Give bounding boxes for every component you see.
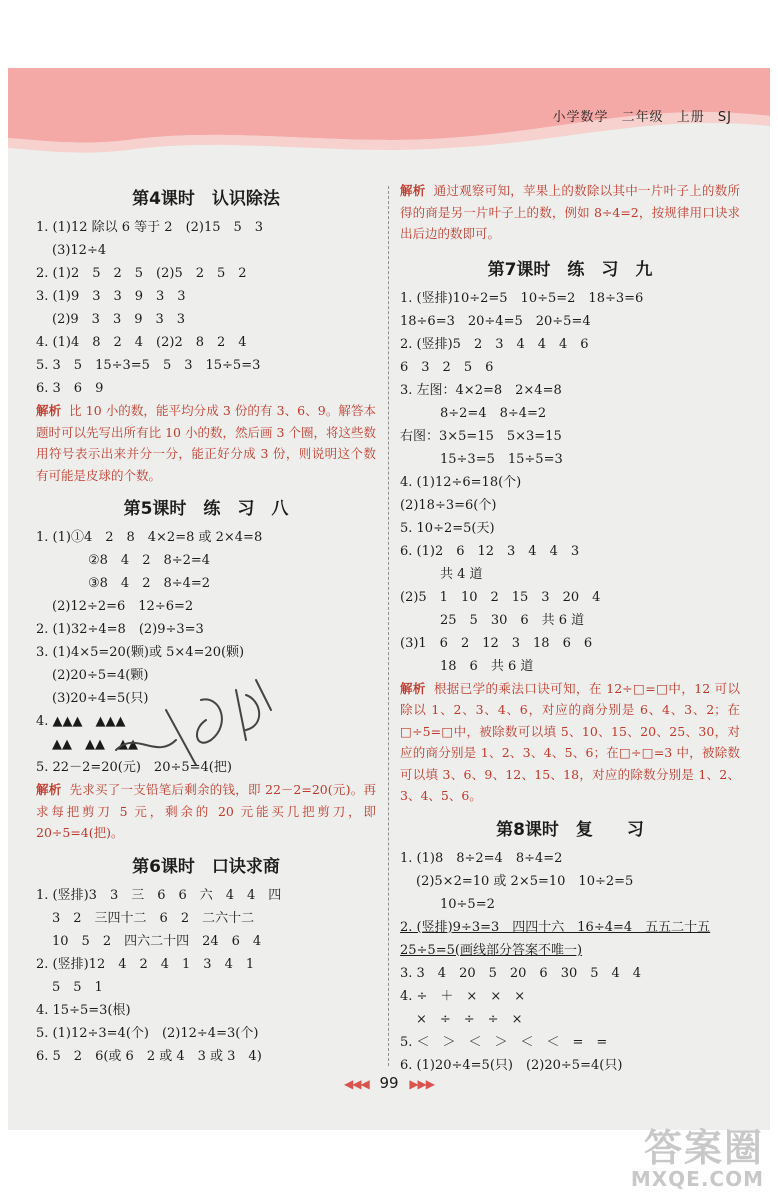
lesson6-title: 第6课时 口诀求商 xyxy=(132,856,280,877)
answer-line: × ÷ ÷ ÷ × xyxy=(416,1011,523,1027)
answer-line: ▲▲ ▲▲ ▲▲ xyxy=(52,737,138,752)
answer-line: 6 3 2 5 6 xyxy=(400,359,494,375)
lesson4-analysis xyxy=(36,400,376,486)
lesson7-analysis xyxy=(400,678,740,807)
lesson8-title: 第8课时 复 习 xyxy=(496,819,644,840)
analysis-label: 解析 xyxy=(36,782,62,797)
answer-line: 右图：3×5=15 5×3=15 xyxy=(400,428,562,444)
answer-line: 5 5 1 xyxy=(52,979,103,995)
answer-line: 6. (1)20÷4=5(只) (2)20÷5=4(只) xyxy=(400,1057,623,1073)
answer-line: 18÷6=3 20÷4=5 20÷5=4 xyxy=(400,313,591,329)
answer-line: 1. (1)8 8÷2=4 8÷4=2 xyxy=(400,850,563,866)
analysis-text: 比 10 小的数，能平均分成 3 份的有 3、6、9。解答本题时可以先写出所有比 10 小的数，然后画 3 个圈，将这些数用符号表示出来并分一分，能正好分成 3 份，则说明这个数有可能是皮球的个数。 xyxy=(36,403,376,483)
header-info xyxy=(544,106,732,125)
answer-line: 4. 15÷5=3(根) xyxy=(36,1002,131,1018)
answer-line: 25 5 30 6 共 6 道 xyxy=(440,612,585,628)
answer-line: 2. (竖排)5 2 3 4 4 4 6 xyxy=(400,336,589,352)
answer-line: (2)5 1 10 2 15 3 20 4 xyxy=(400,589,601,605)
answer-line: 3. 3 4 20 5 20 6 30 5 4 4 xyxy=(400,965,642,981)
answer-line: 3. (1)4×5=20(颗)或 5×4=20(颗) xyxy=(36,645,245,660)
right-arrows-icon: ▶▶▶ xyxy=(409,1077,435,1091)
lesson7-title: 第7课时 练 习 九 xyxy=(487,259,653,280)
column-divider xyxy=(388,186,389,1066)
answer-line: 1. (1)①4 2 8 4×2=8 或 2×4=8 xyxy=(36,530,263,545)
answer-line: 6. 5 2 6(或 6 2 或 4 3 或 3 4) xyxy=(36,1048,262,1064)
watermark-url: MXQE.COM xyxy=(630,1167,764,1191)
answer-line: 2. (1)2 5 2 5 (2)5 2 5 2 xyxy=(36,266,247,281)
answer-line: 8÷2=4 8÷4=2 xyxy=(440,405,547,421)
answer-line: ③8 4 2 8÷4=2 xyxy=(88,576,211,591)
header-grade: 二年级 xyxy=(621,110,664,125)
lesson6-analysis xyxy=(400,180,740,245)
answer-line: 6. (1)2 6 12 3 4 4 3 xyxy=(400,543,580,559)
watermark-logo: 答案圈 xyxy=(643,1126,764,1170)
answer-line: 3. (1)9 3 3 9 3 3 xyxy=(36,289,186,304)
answer-line: 4. ▲▲▲ ▲▲▲ xyxy=(36,714,126,729)
header-subject: 小学数学 xyxy=(552,110,609,125)
handwriting-scribble xyxy=(96,670,286,780)
answer-line: 1. (1)12 除以 6 等于 2 (2)15 5 3 xyxy=(36,220,264,235)
answer-line: 4. (1)12÷6=18(个) xyxy=(400,474,522,490)
answer-line: (2)20÷5=4(颗) xyxy=(52,668,149,683)
analysis-label: 解析 xyxy=(400,680,426,696)
answer-line: 2. (竖排)12 4 2 4 1 3 4 1 xyxy=(36,956,255,972)
answer-line: 3 2 三四十二 6 2 二六十二 xyxy=(52,910,255,926)
analysis-text: 根据已学的乘法口诀可知，在 12÷□=□中，12 可以除以 1、2、3、4、6，对应的商分别是 6、4、3、2；在□÷5=□中，被除数可以填 5、10、15、20、25、30，对应的商分别是 1、2、3、4、5、6；在□÷□=3 中，被除数可以填 3、6、9、12、15、18，对应的除数分别是 1、2、3、4、5、6。 xyxy=(400,680,740,803)
lesson5-analysis xyxy=(36,779,376,844)
page-number: 99 xyxy=(379,1074,399,1092)
answer-line: ②8 4 2 8÷2=4 xyxy=(88,553,211,568)
answer-line: 2. (1)32÷4=8 (2)9÷3=3 xyxy=(36,622,204,637)
analysis-label: 解析 xyxy=(36,403,62,418)
answer-line: 10÷5=2 xyxy=(440,896,495,912)
answer-line: 2. (竖排)9÷3=3 四四十六 16÷4=4 五五二十五 xyxy=(400,919,711,935)
analysis-label: 解析 xyxy=(400,183,426,198)
answer-line: 5. 3 5 15÷3=5 5 3 15÷5=3 xyxy=(36,358,261,373)
answer-line: 4. (1)4 8 2 4 (2)2 8 2 4 xyxy=(36,335,247,350)
lesson5-title: 第5课时 练 习 八 xyxy=(123,499,289,519)
answer-line: 25÷5=5(画线部分答案不唯一) xyxy=(400,942,583,958)
right-column xyxy=(400,180,740,1077)
answer-line: 共 4 道 xyxy=(440,566,483,582)
analysis-text: 通过观察可知，苹果上的数除以其中一片叶子上的数所得的商是另一片叶子上的数，例如 8÷4=2，按规律用口诀求出后边的数即可。 xyxy=(400,183,740,241)
answer-line: (2)9 3 3 9 3 3 xyxy=(52,312,186,327)
answer-line: (3)12÷4 xyxy=(52,243,107,258)
answer-line: 5. (1)12÷3=4(个) (2)12÷4=3(个) xyxy=(36,1025,259,1041)
answer-line: 1. (竖排)10÷2=5 10÷5=2 18÷3=6 xyxy=(400,290,644,306)
answer-line: 5. 22－2=20(元) 20÷5=4(把) xyxy=(36,760,232,775)
answer-line: 5. 10÷2=5(天) xyxy=(400,520,495,536)
answer-line: (2)5×2=10 或 2×5=10 10÷2=5 xyxy=(416,873,634,889)
answer-line: 6. 3 6 9 xyxy=(36,381,104,396)
answer-line: 5. ＜ ＞ ＜ ＞ ＜ ＜ = = xyxy=(400,1034,608,1050)
left-column xyxy=(36,180,376,1068)
left-arrows-icon: ◀◀◀ xyxy=(343,1077,369,1091)
answer-line: 15÷3=5 15÷5=3 xyxy=(440,451,563,467)
lesson4-title: 第4课时 认识除法 xyxy=(132,189,280,209)
answer-line: (2)12÷2=6 12÷6=2 xyxy=(52,599,194,614)
header-volume: 上册 xyxy=(676,110,705,125)
answer-line: (3)20÷4=5(只) xyxy=(52,691,149,706)
answer-line: 10 5 2 四六二十四 24 6 4 xyxy=(52,933,262,949)
answer-line: 1. (竖排)3 3 三 6 6 六 4 4 四 xyxy=(36,887,282,903)
header-edition: SJ xyxy=(717,110,732,125)
answer-line: (2)18÷3=6(个) xyxy=(400,497,497,513)
watermark xyxy=(631,1128,764,1190)
answer-line: (3)1 6 2 12 3 18 6 6 xyxy=(400,635,593,651)
answer-line: 3. 左图：4×2=8 2×4=8 xyxy=(400,382,562,398)
answer-line: 4. ÷ ＋ × × × xyxy=(400,988,526,1004)
page-footer xyxy=(0,1074,778,1092)
analysis-text: 先求买了一支铅笔后剩余的钱，即 22－2=20(元)。再求每把剪刀 5 元，剩余的 20 元能买几把剪刀，即 20÷5=4(把)。 xyxy=(36,782,376,840)
answer-line: 18 6 共 6 道 xyxy=(440,658,534,674)
